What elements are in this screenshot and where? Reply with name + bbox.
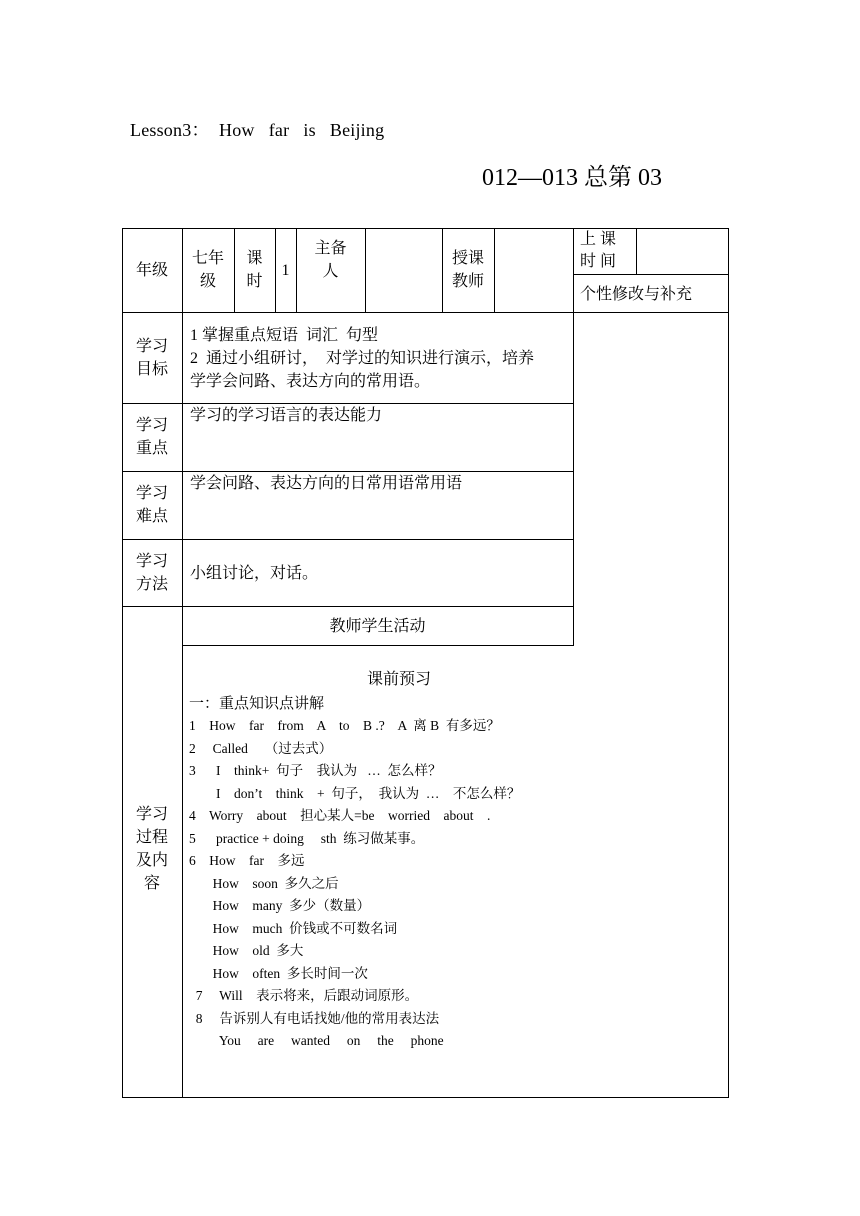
lead-planner-label: 主备 人 [314, 240, 347, 280]
key-points-text: 学习的学习语言的表达能力 [190, 407, 383, 424]
content-line: How much 价钱或不可数名词 [189, 920, 398, 936]
table-top-border [122, 228, 729, 229]
table-right-border [728, 228, 729, 1098]
divider [573, 274, 729, 275]
difficulties-text: 学会问路、表达方向的日常用语常用语 [190, 475, 463, 492]
divider [365, 228, 366, 312]
content-line: 7 Will 表示将来，后跟动词原形。 [189, 988, 419, 1003]
objectives-text [190, 324, 570, 393]
section-title: 一：重点知识点讲解 [189, 696, 325, 712]
content-line: How old 多大 [189, 943, 304, 958]
grade-label: 年级 [135, 262, 168, 279]
divider [122, 606, 573, 607]
table-bottom-border [122, 1097, 729, 1098]
content-line: 6 How far 多远 [189, 853, 305, 868]
objectives-line: 2 通过小组研讨， 对学过的知识进行演示，培养 [190, 350, 535, 367]
content-line: How many 多少（数量） [189, 898, 371, 913]
divider [182, 645, 573, 646]
revision-column-divider [573, 228, 574, 646]
process-content [189, 667, 569, 1053]
class-time-label: 上 课 时 间 [580, 231, 617, 270]
process-label: 学习 过程 及内 容 [135, 806, 168, 892]
objectives-label: 学习 目标 [135, 338, 168, 378]
period-label: 课 时 [246, 250, 263, 290]
page-code: 012—013 总第 03 [482, 165, 662, 191]
content-line: I don’t think + 句子， 我认为 … 不怎么样？ [189, 785, 521, 801]
objectives-line: 学学会问路、表达方向的常用语。 [190, 373, 431, 390]
key-points-label: 学习 重点 [135, 417, 168, 457]
activity-header: 教师学生活动 [329, 618, 426, 635]
content-line: 1 How far from A to B .? A 离 B 有多远？ [189, 718, 500, 733]
methods-text: 小组讨论，对话。 [190, 565, 319, 582]
difficulties-label: 学习 难点 [135, 485, 168, 525]
divider [122, 312, 729, 313]
period-value: 1 [281, 262, 290, 279]
methods-label: 学习 方法 [135, 553, 168, 593]
content-line: 5 practice + doing sth 练习做某事。 [189, 830, 425, 846]
content-line: 4 Worry about 担心某人=be worried about . [189, 808, 491, 823]
divider [122, 539, 573, 540]
content-line: 3 I think+ 句子 我认为 … 怎么样？ [189, 763, 442, 778]
content-line: You are wanted on the phone [189, 1033, 444, 1048]
lesson-title: Lesson3： How far is Beijing [130, 120, 385, 140]
preview-title: 课前预习 [366, 671, 431, 688]
content-line: 8 告诉别人有电话找她/他的常用表达法 [189, 1010, 440, 1026]
label-column-divider [182, 228, 183, 1098]
content-line: How soon 多久之后 [189, 875, 339, 891]
content-line: How often 多长时间一次 [189, 965, 368, 981]
revision-label: 个性修改与补充 [580, 286, 693, 303]
objectives-line: 1 掌握重点短语 词汇 句型 [190, 327, 379, 344]
divider [636, 228, 637, 274]
divider [494, 228, 495, 312]
content-line: 2 Called （过去式） [189, 740, 333, 756]
grade-value: 七年 级 [191, 250, 224, 290]
teacher-label: 授课 教师 [451, 250, 484, 290]
